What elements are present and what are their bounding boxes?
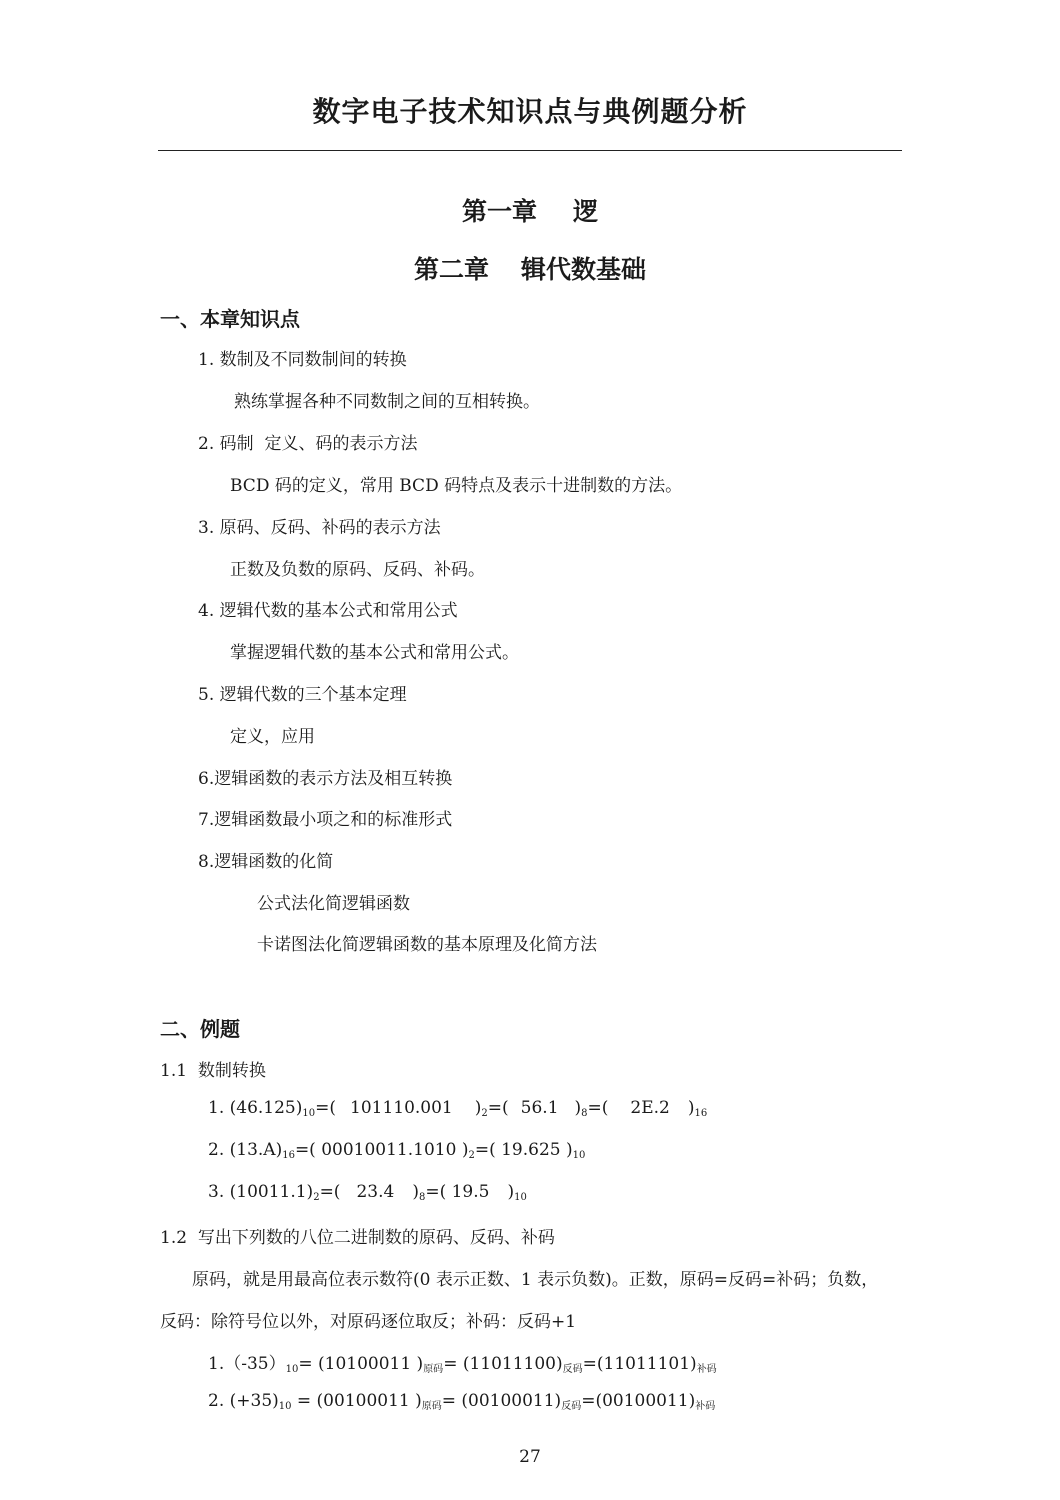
subscript: 10 (285, 1364, 299, 1375)
expression-part: = (11011100) (443, 1354, 563, 1374)
subscript: 反码 (561, 1401, 582, 1412)
expression-part: =( (319, 1182, 341, 1202)
expression-part: 1. (46.125) (208, 1098, 303, 1118)
list-item (198, 805, 452, 830)
subscript: 8 (418, 1192, 426, 1203)
example-heading-radix-conversion: 1.1 数制转换 (160, 1061, 266, 1081)
example-line (208, 1349, 717, 1375)
sub-item: 卡诺图法化简逻辑函数的基本原理及化简方法 (257, 935, 597, 955)
list-item (198, 513, 441, 538)
expression-part: = (00100011) (441, 1391, 562, 1411)
subscript: 补码 (696, 1364, 717, 1375)
subscript: 10 (514, 1192, 527, 1203)
item-description: BCD 码的定义，常用 BCD 码特点及表示十进制数的方法。 (230, 476, 683, 496)
answer-value: 2E.2 (630, 1098, 670, 1118)
item-number: 3. (198, 518, 215, 538)
item-title: 逻辑函数的表示方法及相互转换 (214, 769, 453, 789)
expression-part: 1.（-35） (208, 1354, 286, 1374)
example-line (208, 1140, 585, 1161)
subscript: 10 (572, 1150, 586, 1161)
item-title: 逻辑代数的三个基本定理 (219, 685, 407, 705)
subscript: 原码 (421, 1401, 442, 1412)
item-description: 定义，应用 (230, 727, 315, 747)
item-number: 1. (198, 350, 215, 370)
item-description: 掌握逻辑代数的基本公式和常用公式。 (230, 643, 519, 663)
subscript: 2 (313, 1192, 320, 1203)
item-number: 8. (198, 852, 215, 872)
chapter-one-number: 第一章 (461, 197, 537, 226)
chapter-two-number: 第二章 (413, 255, 489, 284)
expression-part: =(11011101) (582, 1354, 697, 1374)
list-item (198, 764, 452, 789)
expression-part: ) (574, 1098, 582, 1118)
list-item (198, 429, 417, 454)
expression-part: =( (587, 1098, 609, 1118)
subscript: 2 (481, 1108, 488, 1119)
subscript: 8 (581, 1108, 588, 1119)
expression-part: ) (412, 1182, 419, 1202)
list-item (198, 345, 407, 370)
item-number: 4. (198, 601, 215, 621)
subscript: 2 (468, 1150, 475, 1161)
answer-value: 101110.001 (350, 1098, 453, 1118)
expression-part: ) (687, 1098, 695, 1118)
example-line (208, 1098, 707, 1119)
chapter-two-heading (0, 250, 1060, 286)
item-number: 6. (198, 769, 215, 789)
expression-part: =( (315, 1098, 336, 1118)
list-item (198, 596, 458, 621)
subscript: 反码 (562, 1364, 583, 1375)
section-heading-examples: 二、例题 (160, 1017, 240, 1041)
example-heading-sign-codes: 1.2 写出下列数的八位二进制数的原码、反码、补码 (160, 1228, 555, 1248)
expression-part: =( 19.625 ) (474, 1140, 573, 1160)
item-title: 逻辑代数的基本公式和常用公式 (219, 601, 458, 621)
example-line (208, 1182, 527, 1203)
item-title: 原码、反码、补码的表示方法 (219, 518, 441, 538)
expression-part: =(00100011) (581, 1391, 696, 1411)
item-title: 逻辑函数的化简 (214, 852, 334, 872)
explanation-paragraph-line: 原码，就是用最高位表示数符(0 表示正数、1 表示负数)。正数，原码=反码=补码；负数， (192, 1270, 879, 1290)
subscript: 10 (278, 1401, 292, 1412)
item-title: 数制及不同数制间的转换 (219, 350, 407, 370)
section-heading-knowledge-points: 一、本章知识点 (160, 307, 300, 331)
chapter-two-name: 辑代数基础 (521, 255, 647, 284)
expression-part: =( 00010011.1010 ) (294, 1140, 469, 1160)
list-item (198, 680, 407, 705)
item-title: 逻辑函数最小项之和的标准形式 (214, 810, 453, 830)
subscript: 补码 (695, 1401, 716, 1412)
expression-part: 3. (10011.1) (208, 1182, 314, 1202)
subscript: 16 (282, 1150, 295, 1161)
expression-part: ) (507, 1182, 515, 1202)
page-number: 27 (519, 1447, 541, 1467)
item-number: 2. (198, 434, 215, 454)
document-title: 数字电子技术知识点与典例题分析 (312, 95, 748, 128)
list-item (198, 847, 333, 872)
expression-part: = (10100011 ) (298, 1354, 424, 1374)
expression-part: 2. (+35) (208, 1391, 279, 1411)
expression-part: =( 19.5 (425, 1182, 490, 1202)
subscript: 16 (694, 1108, 708, 1119)
item-title: 码制 定义、码的表示方法 (219, 434, 418, 454)
explanation-paragraph-line: 反码：除符号位以外，对原码逐位取反；补码：反码+1 (160, 1312, 577, 1332)
item-number: 5. (198, 685, 215, 705)
subscript: 原码 (423, 1364, 444, 1375)
sub-item: 公式法化简逻辑函数 (257, 894, 410, 914)
answer-value: 56.1 (520, 1098, 559, 1118)
chapter-one-name: 逻 (573, 197, 599, 226)
title-divider (158, 150, 902, 151)
subscript: 10 (302, 1108, 316, 1119)
item-description: 正数及负数的原码、反码、补码。 (230, 560, 485, 580)
expression-part: =( (487, 1098, 509, 1118)
expression-part: 2. (13.A) (208, 1140, 283, 1160)
chapter-one-heading (0, 192, 1060, 228)
example-line (208, 1391, 715, 1412)
expression-part: = (00100011 ) (291, 1391, 422, 1411)
expression-part: ) (474, 1098, 482, 1118)
item-number: 7. (198, 810, 215, 830)
item-description: 熟练掌握各种不同数制之间的互相转换。 (234, 392, 540, 412)
answer-value: 23.4 (356, 1182, 395, 1202)
